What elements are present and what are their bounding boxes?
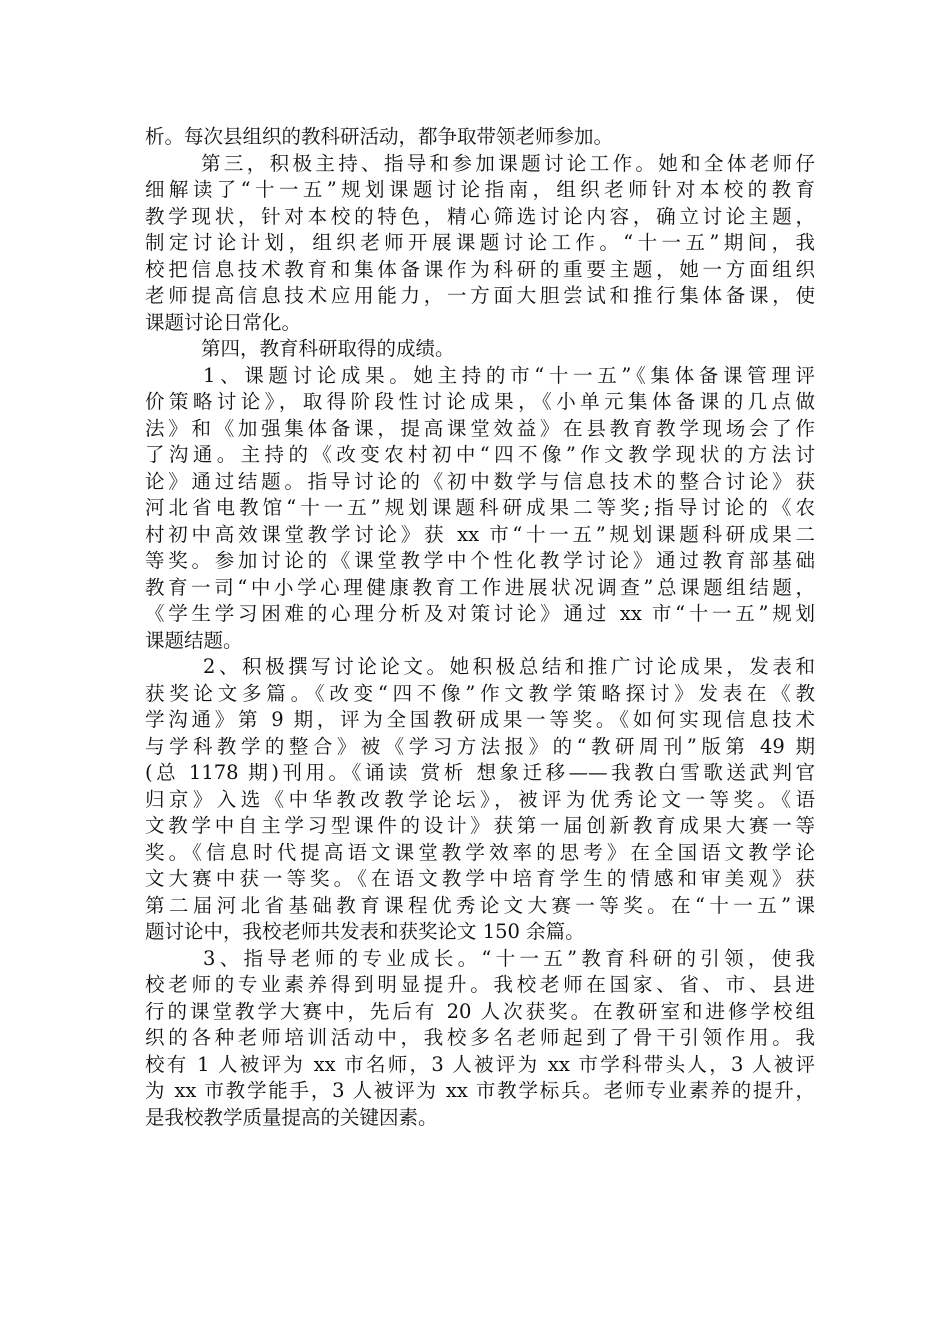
text-line: 校老师的专业素养得到明显提升。我校老师在国家、省、市、县进 — [145, 973, 815, 996]
text-line: 教育一司“中小学心理健康教育工作进展状况调查”总课题组结题， — [145, 575, 815, 599]
text-line: 文大赛中获一等奖。《在语文教学中培育学生的情感和审美观》获 — [145, 867, 815, 890]
text-line: 等奖。参加讨论的《课堂教学中个性化教学讨论》通过教育部基础 — [145, 549, 815, 572]
text-line: 校有 1 人被评为 xx 市名师，3 人被评为 xx 市学科带头人，3 人被评 — [145, 1052, 815, 1076]
text-line: 第二届河北省基础教育课程优秀论文大赛一等奖。在“十一五”课 — [145, 893, 815, 917]
text-line: 制定讨论计划，组织老师开展课题讨论工作。“十一五”期间，我 — [145, 231, 815, 254]
text-line: 教学现状，针对本校的特色，精心筛选讨论内容，确立讨论主题， — [145, 204, 815, 228]
text-line: 细解读了“十一五”规划课题讨论指南，组织老师针对本校的教育 — [145, 178, 815, 201]
text-line: 为 xx 市教学能手，3 人被评为 xx 市教学标兵。老师专业素养的提升， — [145, 1079, 815, 1102]
paragraph-third-start: 第三，积极主持、指导和参加课题讨论工作。她和全体老师仔 — [201, 151, 815, 175]
item-1-start: 1、课题讨论成果。她主持的市“十一五”《集体备课管理评 — [203, 363, 815, 387]
text-line: 论》通过结题。指导讨论的《初中数学与信息技术的整合讨论》获 — [145, 469, 815, 493]
text-line: 奖。《信息时代提高语文课堂教学效率的思考》在全国语文教学论 — [145, 840, 815, 864]
document-body — [145, 124, 815, 1131]
text-line: 与学科教学的整合》被《学习方法报》的“教研周刊”版第 49 期 — [145, 734, 815, 758]
text-line: 获奖论文多篇。《改变“四不像”作文教学策略探讨》发表在《教 — [145, 681, 815, 705]
text-line: 法》和《加强集体备课，提高课堂效益》在县教育教学现场会了作 — [145, 416, 815, 440]
text-line: 河北省电教馆“十一五”规划课题科研成果二等奖;指导讨论的《农 — [145, 496, 815, 519]
text-line: 是我校教学质量提高的关键因素。 — [145, 1105, 438, 1129]
text-line: 校把信息技术教育和集体备课作为科研的重要主题，她一方面组织 — [145, 257, 815, 281]
text-line: 析。每次县组织的教科研活动，都争取带领老师参加。 — [145, 125, 614, 148]
text-line: (总 1178 期)刊用。《诵读 赏析 想象迁移——我教白雪歌送武判官 — [145, 761, 815, 784]
text-line: 题讨论中，我校老师共发表和获奖论文 150 余篇。 — [145, 920, 585, 943]
item-2-start: 2、积极撰写讨论论文。她积极总结和推广讨论成果，发表和 — [203, 655, 815, 678]
item-3-start: 3、指导老师的专业成长。“十一五”教育科研的引领，使我 — [203, 946, 815, 970]
text-line: 价策略讨论》，取得阶段性讨论成果，《小单元集体备课的几点做 — [145, 390, 815, 413]
text-line: 归京》入选《中华教改教学论坛》，被评为优秀论文一等奖。《语 — [145, 787, 815, 811]
text-line: 织的各种老师培训活动中，我校多名老师起到了骨干引领作用。我 — [145, 1026, 815, 1049]
paragraph-fourth-heading: 第四，教育科研取得的成绩。 — [201, 337, 455, 360]
text-line: 文教学中自主学习型课件的设计》获第一届创新教育成果大赛一等 — [145, 814, 815, 837]
text-line: 学沟通》第 9 期，评为全国教研成果一等奖。《如何实现信息技术 — [145, 708, 815, 731]
text-line: 行的课堂教学大赛中，先后有 20 人次获奖。在教研室和进修学校组 — [145, 999, 815, 1023]
text-line: 了沟通。主持的《改变农村初中“四不像”作文教学现状的方法讨 — [145, 443, 815, 466]
text-line: 村初中高效课堂教学讨论》获 xx 市“十一五”规划课题科研成果二 — [145, 522, 815, 546]
text-line: 老师提高信息技术应用能力，一方面大胆尝试和推行集体备课，使 — [145, 284, 815, 307]
text-line: 课题结题。 — [145, 628, 243, 652]
text-line: 课题讨论日常化。 — [145, 310, 302, 334]
text-line: 《学生学习困难的心理分析及对策讨论》通过 xx 市“十一五”规划 — [145, 602, 815, 625]
